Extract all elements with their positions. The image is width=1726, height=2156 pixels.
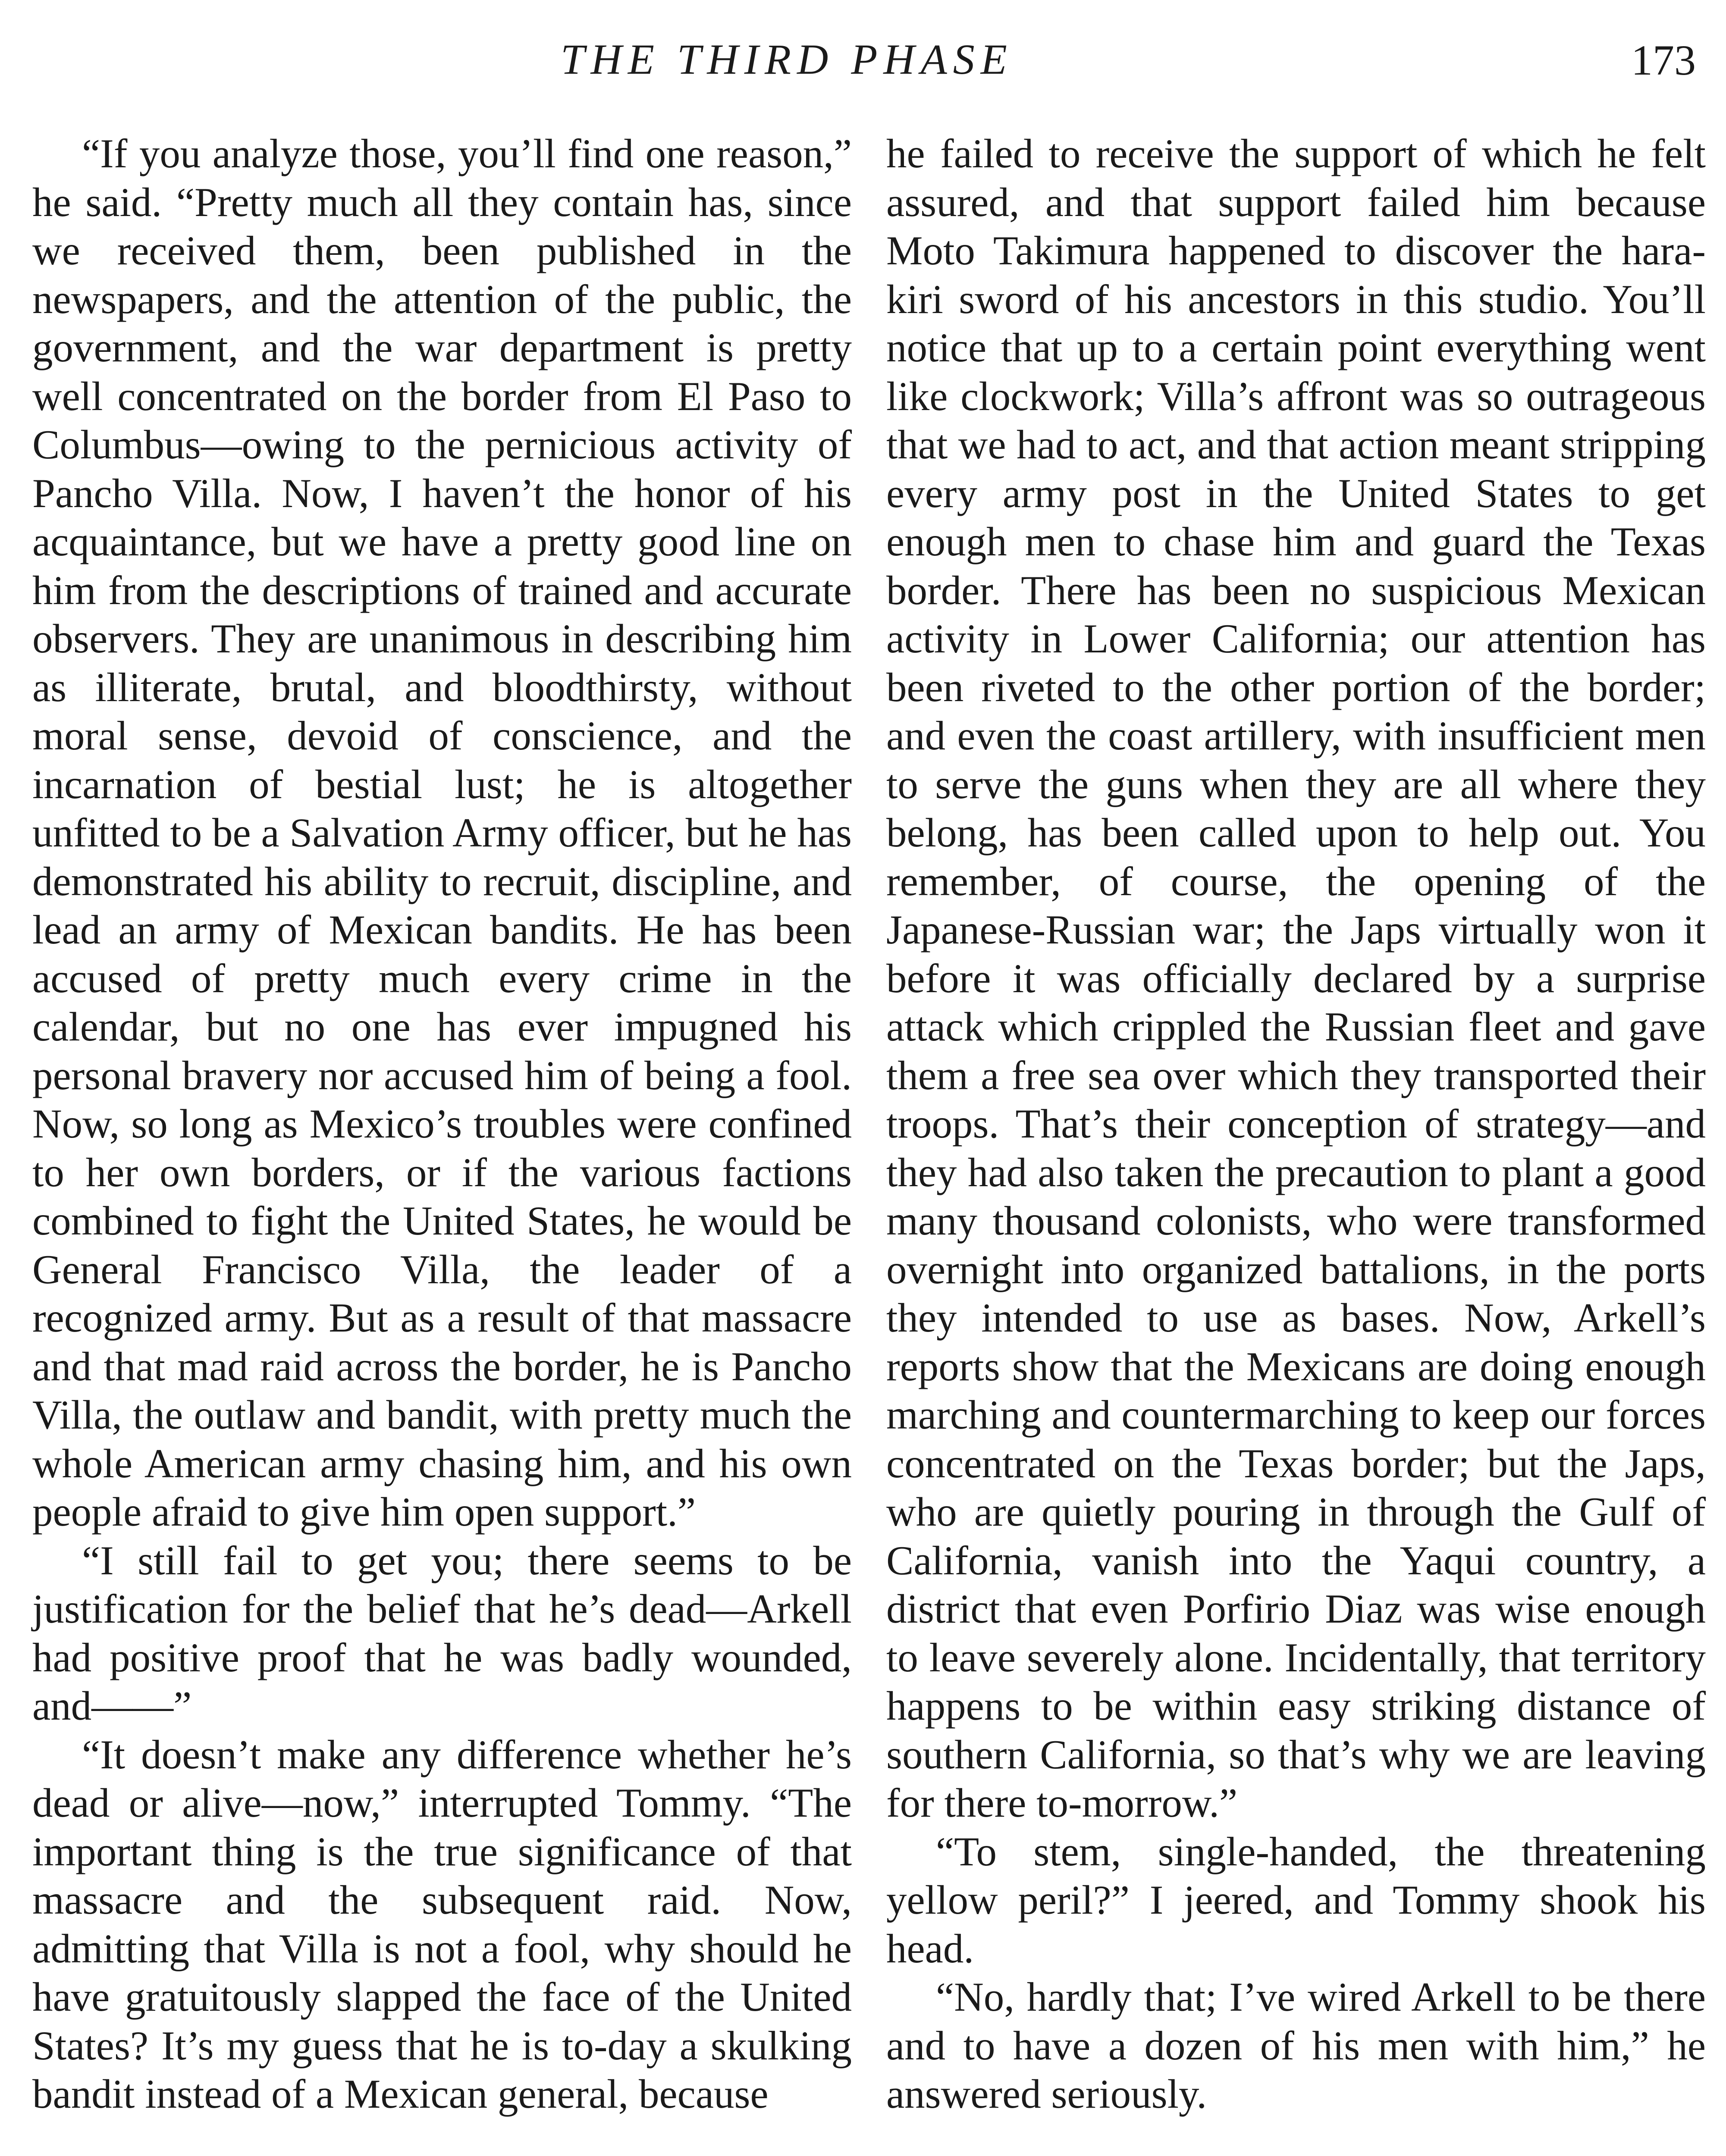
right-column [886, 129, 1706, 2118]
paragraph: “It doesn’t make any difference whether he’s dead or alive—now,” interrupted Tommy. “The important thing is the true significance of that massacre and the subsequent raid. Now, admitting that Villa is not a fool, why should he have gratuitously slapped the face of the United States? It’s my guess that he is to-day a skulking bandit instead of a Mexican general, because [32, 1731, 852, 2117]
paragraph: “I still fail to get you; there seems to be justification for the belief that he’s dead—Arkell had positive proof that he was badly wounded, and——” [32, 1537, 852, 1729]
paragraph: “No, hardly that; I’ve wired Arkell to be there and to have a dozen of his men with him,” he answered seriously. [886, 1974, 1706, 2117]
page-header [0, 26, 1726, 91]
page-number: 173 [1631, 36, 1696, 84]
paragraph: “To stem, single-handed, the threatening yellow peril?” I jeered, and Tommy shook his head. [886, 1828, 1706, 1971]
left-column [32, 129, 852, 2118]
paragraph: he failed to receive the support of which he felt assured, and that support failed him because Moto Takimura happened to discover the hara-kiri sword of his ancestors in this studio. You’ll notice that up to a certain point everything went like clockwork; Villa’s affront was so outrageous that we had to act, and that action meant stripping every army post in the United States to get enough men to chase him and guard the Texas border. There has been no suspicious Mexican activity in Lower California; our attention has been riveted to the other portion of the border; and even the coast artillery, with insufficient men to serve the guns when they are all where they belong, has been called upon to help out. You remember, of course, the opening of the Japanese-Russian war; the Japs virtually won it before it was officially declared by a surprise attack which crippled the Russian fleet and gave them a free sea over which they transported their troops. That’s their conception of strategy—and they had also taken the precaution to plant a good many thousand colonists, who were transformed overnight into organized battalions, in the ports they intended to use as bases. Now, Arkell’s reports show that the Mexicans are doing enough marching and countermarching to keep our forces concentrated on the Texas border; but the Japs, who are quietly pouring in through the Gulf of California, vanish into the Yaqui country, a district that even Porfirio Diaz was wise enough to leave severely alone. Incidentally, that territory happens to be within easy striking distance of southern California, so that’s why we are leaving for there to-morrow.” [886, 131, 1706, 1826]
running-title: THE THIRD PHASE [561, 35, 1013, 83]
paragraph: “If you analyze those, you’ll find one reason,” he said. “Pretty much all they contain has, since we received them, been published in the newspapers, and the attention of the public, the government, and the war department is pretty well concentrated on the border from El Paso to Columbus—owing to the pernicious activity of Pancho Villa. Now, I haven’t the honor of his acquaintance, but we have a pretty good line on him from the descriptions of trained and accurate observers. They are unanimous in describing him as illiterate, brutal, and bloodthirsty, without moral sense, devoid of conscience, and the incarnation of bestial lust; he is altogether unfitted to be a Salvation Army officer, but he has demonstrated his ability to recruit, discipline, and lead an army of Mexican bandits. He has been accused of pretty much every crime in the calendar, but no one has ever impugned his personal bravery nor accused him of being a fool. Now, so long as Mexico’s troubles were confined to her own borders, or if the various factions combined to fight the United States, he would be General Francisco Villa, the leader of a recognized army. But as a result of that massacre and that mad raid across the border, he is Pancho Villa, the outlaw and bandit, with pretty much the whole American army chasing him, and his own people afraid to give him open support.” [32, 131, 852, 1535]
